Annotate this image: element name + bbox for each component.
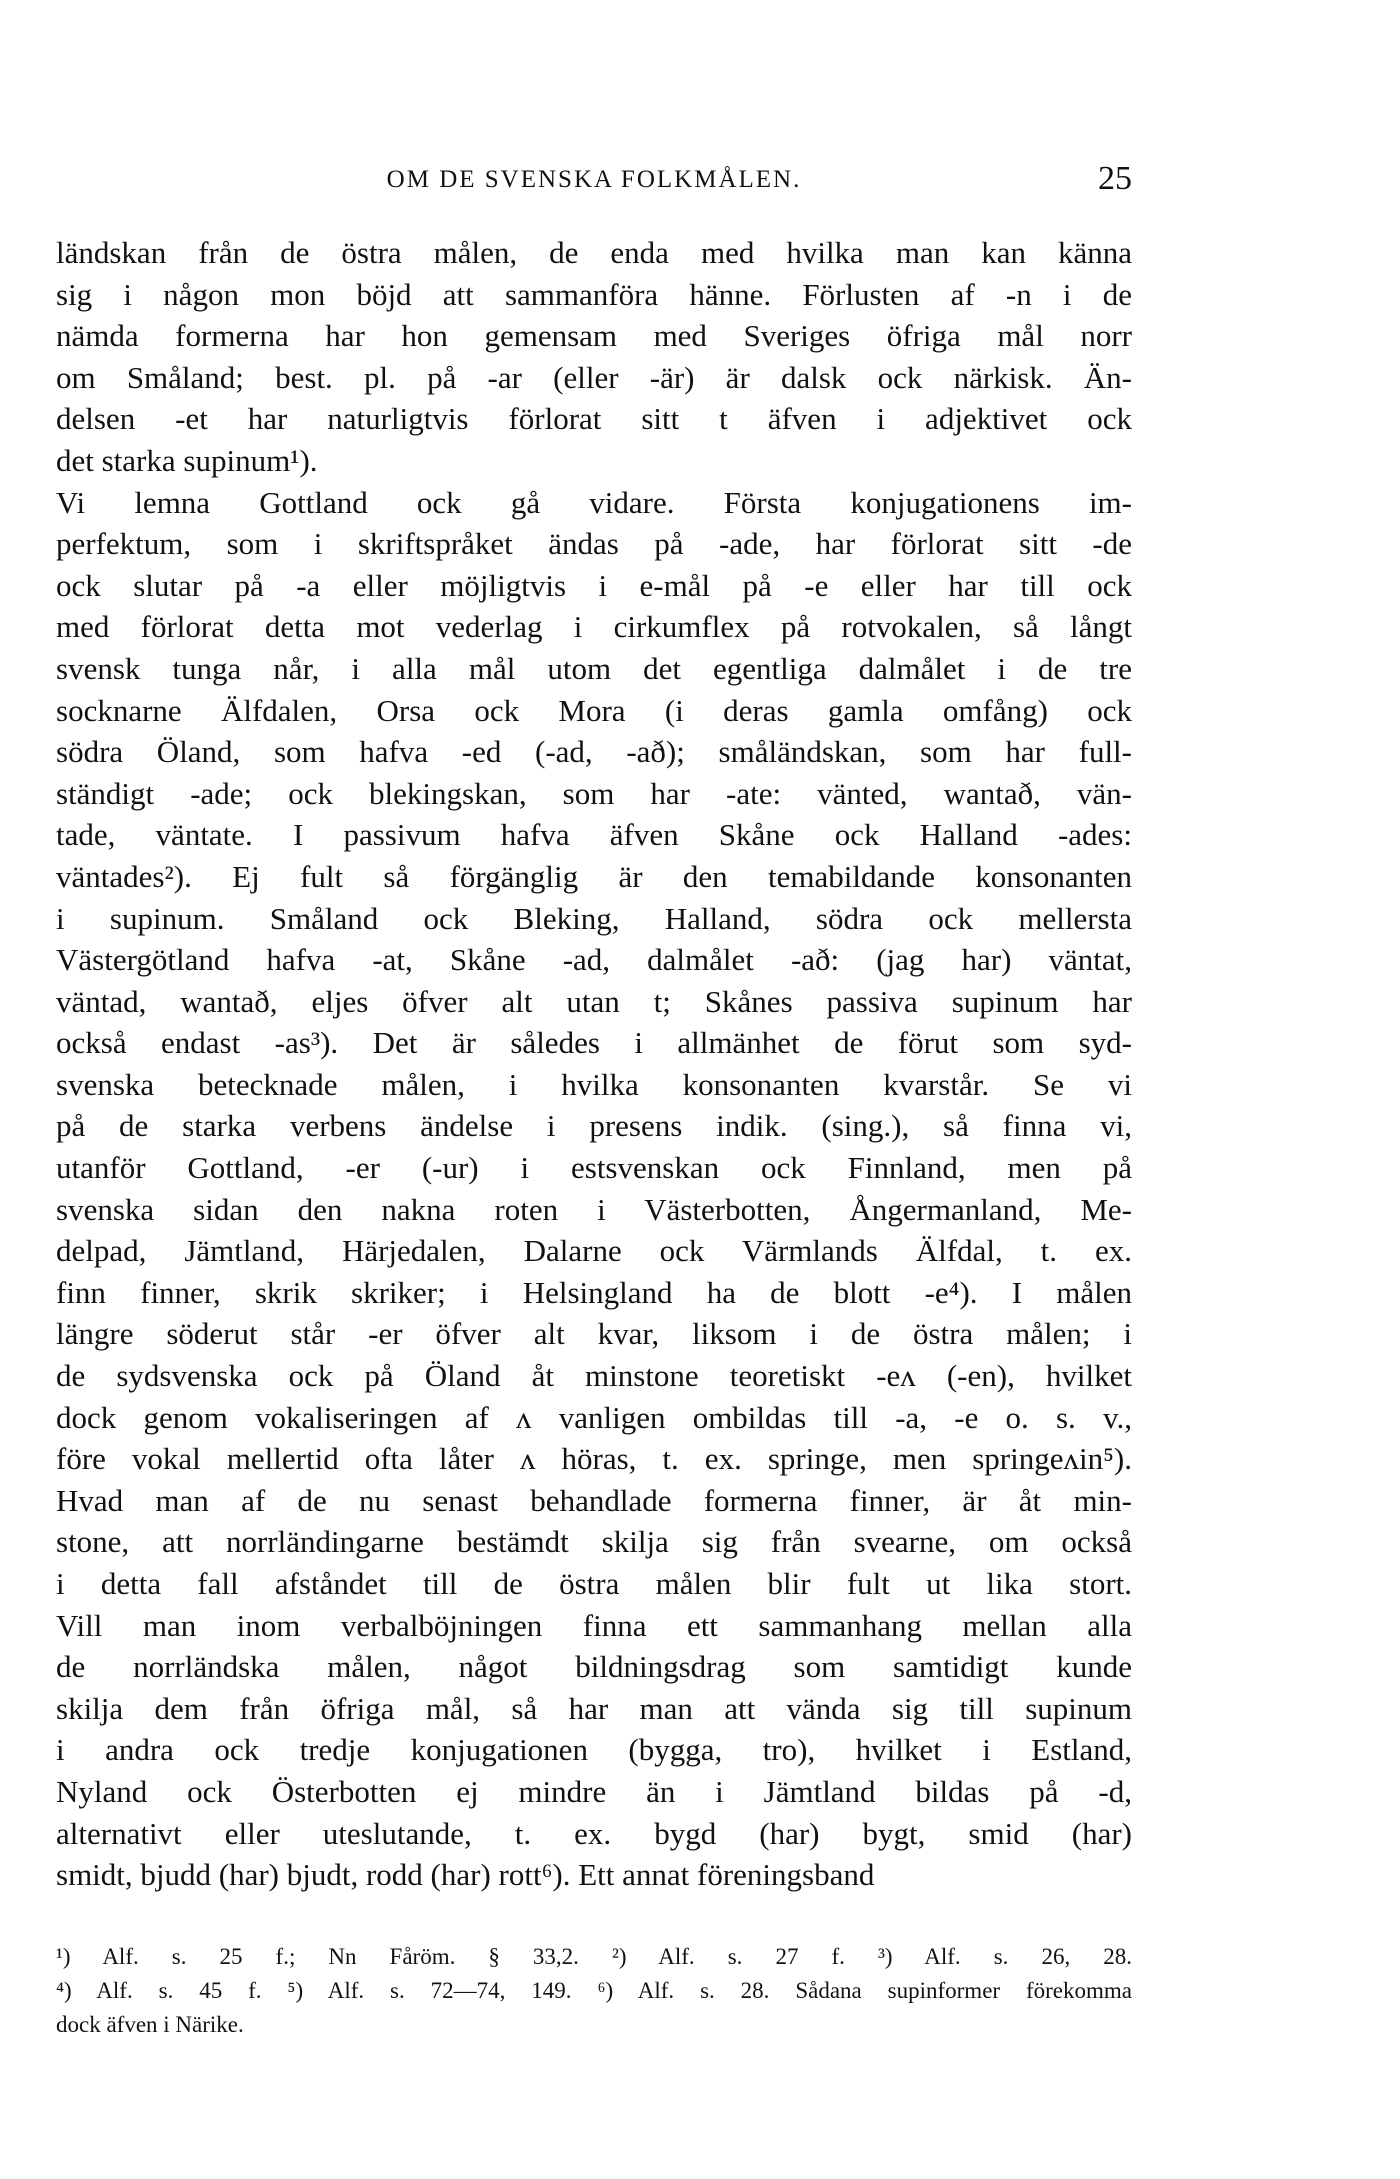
text-line: på de starka verbens ändelse i presens indik. (sing.), så finna vi,	[56, 1108, 1132, 1144]
text-line: alternativt eller uteslutande, t. ex. bygd (har) bygt, smid (har)	[56, 1815, 1132, 1851]
footnote-line: ⁴) Alf. s. 45 f. ⁵) Alf. s. 72—74, 149. ⁶) Alf. s. 28. Sådana supinformer förekomma	[56, 1978, 1132, 2003]
text-line: med förlorat detta mot vederlag i cirkumflex på rotvokalen, så långt	[56, 609, 1132, 645]
text-line: socknarne Älfdalen, Orsa ock Mora (i deras gamla omfång) ock	[56, 692, 1132, 728]
text-line: Västergötland hafva -at, Skåne -ad, dalmålet -að: (jag har) väntat,	[56, 942, 1132, 978]
text-line: svenska sidan den nakna roten i Västerbotten, Ångermanland, Me-	[56, 1191, 1132, 1227]
page-number: 25	[1098, 160, 1132, 197]
text-line: utanför Gottland, -er (-ur) i estsvenskan ock Finnland, men på	[56, 1150, 1132, 1186]
text-line: det starka supinum¹).	[56, 442, 318, 478]
running-title: OM DE SVENSKA FOLKMÅLEN.	[386, 166, 802, 193]
text-line: svensk tunga når, i alla mål utom det egentliga dalmålet i de tre	[56, 650, 1132, 686]
text-line: väntades²). Ej fult så förgänglig är den temabildande konsonanten	[56, 858, 1132, 894]
text-line: nämda formerna har hon gemensam med Sveriges öfriga mål norr	[56, 318, 1132, 354]
text-line: Hvad man af de nu senast behandlade formerna finner, är åt min-	[56, 1482, 1132, 1518]
footnote-line: ¹) Alf. s. 25 f.; Nn Fåröm. § 33,2. ²) Alf. s. 27 f. ³) Alf. s. 26, 28.	[56, 1944, 1132, 1969]
text-line: i supinum. Småland ock Bleking, Halland, södra ock mellersta	[56, 900, 1132, 936]
text-line: i detta fall afståndet till de östra målen blir fult ut lika stort.	[56, 1566, 1132, 1601]
text-line: dock genom vokaliseringen af ʌ vanligen ombildas till -a, -e o. s. v.,	[56, 1399, 1132, 1435]
text-line: Nyland ock Österbotten ej mindre än i Jämtland bildas på -d,	[56, 1773, 1132, 1809]
text-line: före vokal mellertid ofta låter ʌ höras, t. ex. springe, men springeʌin⁵).	[56, 1441, 1132, 1477]
text-line: smidt, bjudd (har) bjudt, rodd (har) rott⁶). Ett annat föreningsband	[56, 1857, 875, 1893]
text-line: ländskan från de östra målen, de enda med hvilka man kan känna	[56, 235, 1132, 270]
text-line: perfektum, som i skriftspråket ändas på -ade, har förlorat sitt -de	[56, 526, 1132, 562]
text-line: Vi lemna Gottland ock gå vidare. Första konjugationens im-	[56, 484, 1132, 520]
text-line: de sydsvenska ock på Öland åt minstone teoretiskt -eʌ (-en), hvilket	[56, 1358, 1132, 1394]
text-line: väntad, wantað, eljes öfver alt utan t; Skånes passiva supinum har	[56, 983, 1132, 1019]
text-line: finn finner, skrik skriker; i Helsingland ha de blott -e⁴). I målen	[56, 1274, 1132, 1310]
text-line: sig i någon mon böjd att sammanföra hänne. Förlusten af -n i de	[56, 276, 1132, 312]
text-line: tade, väntate. I passivum hafva äfven Skåne ock Halland -ades:	[56, 817, 1132, 853]
text-line: också endast -as³). Det är således i allmänhet de förut som syd-	[56, 1025, 1132, 1061]
text-line: i andra ock tredje konjugationen (bygga, tro), hvilket i Estland,	[56, 1732, 1132, 1768]
text-line: delpad, Jämtland, Härjedalen, Dalarne ock Värmlands Älfdal, t. ex.	[56, 1233, 1132, 1269]
text-line: Vill man inom verbalböjningen finna ett sammanhang mellan alla	[56, 1607, 1132, 1643]
text-line: ständigt -ade; ock blekingskan, som har -ate: vänted, wantað, vän-	[56, 775, 1132, 811]
text-line: svenska betecknade målen, i hvilka konsonanten kvarstår. Se vi	[56, 1066, 1132, 1102]
text-line: delsen -et har naturligtvis förlorat sitt t äfven i adjektivet ock	[56, 401, 1132, 437]
text-line: längre söderut står -er öfver alt kvar, liksom i de östra målen; i	[56, 1316, 1132, 1352]
body-text	[56, 232, 1132, 1896]
text-line: om Småland; best. pl. på -ar (eller -är) är dalsk ock närkisk. Än-	[56, 359, 1132, 395]
text-line: södra Öland, som hafva -ed (-ad, -að); småländskan, som har full-	[56, 734, 1132, 770]
text-line: stone, att norrländingarne bestämdt skilja sig från svearne, om också	[56, 1524, 1132, 1560]
text-line: skilja dem från öfriga mål, så har man att vända sig till supinum	[56, 1690, 1132, 1726]
text-line: ock slutar på -a eller möjligtvis i e-mål på -e eller har till ock	[56, 567, 1132, 603]
page-header	[56, 160, 1132, 200]
footnotes	[56, 1940, 1132, 2042]
text-line: de norrländska målen, något bildningsdrag som samtidigt kunde	[56, 1649, 1132, 1685]
footnote-line: dock äfven i Närike.	[56, 2012, 244, 2037]
